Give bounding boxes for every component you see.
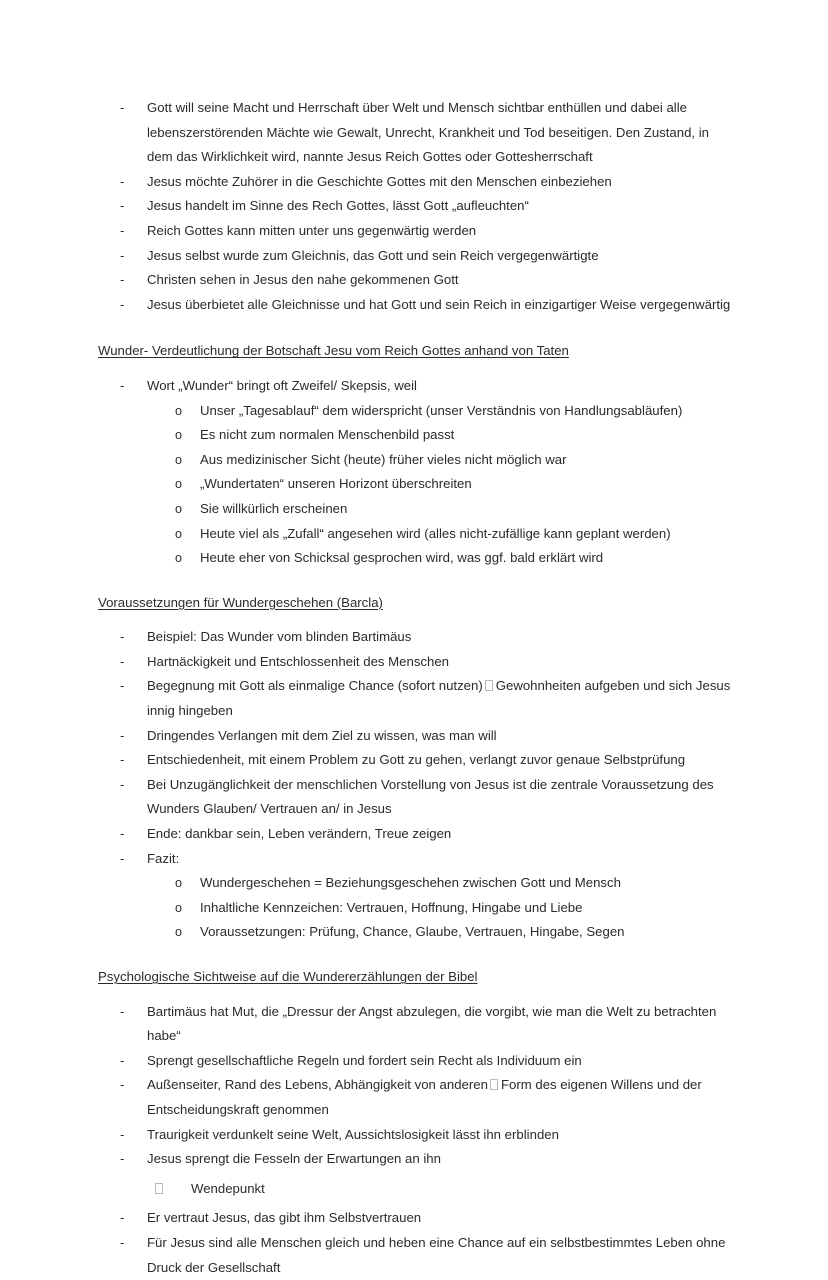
list-item: [98, 96, 732, 170]
section-heading-wrapper-psychologisch: [98, 965, 732, 990]
list-item: [98, 219, 732, 244]
dash-bullet-icon: -: [120, 727, 125, 743]
list-item: [98, 170, 732, 195]
list-item-text: Bartimäus hat Mut, die „Dressur der Angst abzulegen, die vorgibt, wie man die Welt zu betrachten habe“: [147, 1003, 717, 1044]
section-heading-wrapper-voraussetzungen: [98, 591, 732, 616]
list-item-text: [147, 1073, 732, 1122]
intro-list: [98, 96, 732, 317]
dash-bullet-icon: -: [120, 1126, 125, 1142]
list-item-text: Jesus sprengt die Fesseln der Erwartungen an ihn: [147, 1151, 441, 1167]
circle-bullet-icon: o: [175, 501, 183, 516]
list-item: [98, 773, 732, 822]
circle-bullet-icon: o: [175, 925, 183, 940]
list-item-text: Bei Unzugänglichkeit der menschlichen Vorstellung von Jesus ist die zentrale Voraussetzung des Wunders Glauben/ Vertrauen an/ in Jesus: [147, 776, 714, 817]
dash-bullet-icon: -: [120, 826, 125, 842]
dash-bullet-icon: -: [120, 629, 125, 645]
circle-bullet-icon: o: [175, 428, 183, 443]
list-item-text: [147, 674, 732, 723]
list-item: [98, 748, 732, 773]
list-item-text: Wort „Wunder“ bringt oft Zweifel/ Skepsis, weil: [147, 377, 417, 393]
section-heading-wrapper-wunder: [98, 339, 732, 364]
dash-bullet-icon: -: [120, 1077, 125, 1093]
list-item-text: „Wundertaten“ unseren Horizont überschreiten: [200, 476, 472, 492]
circle-bullet-icon: o: [175, 403, 183, 418]
list-item: [98, 1206, 732, 1231]
list-item-text: Für Jesus sind alle Menschen gleich und heben eine Chance auf ein selbstbestimmtes Leben ohne Druck der Gesellschaft: [147, 1234, 726, 1275]
dash-bullet-icon: -: [120, 752, 125, 768]
dash-bullet-icon: -: [120, 1052, 125, 1068]
missing-glyph-arrow-icon: [490, 1079, 498, 1090]
list-item-text: Jesus selbst wurde zum Gleichnis, das Gott und sein Reich vergegenwärtigte: [147, 247, 599, 263]
circle-bullet-icon: o: [175, 477, 183, 492]
dash-bullet-icon: -: [120, 1003, 125, 1019]
dash-bullet-icon: -: [120, 678, 125, 694]
list-item: [98, 497, 732, 522]
missing-glyph-arrow-icon: [485, 680, 493, 691]
list-item: [98, 1231, 732, 1280]
dash-bullet-icon: -: [120, 247, 125, 263]
list-item: [98, 448, 732, 473]
circle-bullet-icon: o: [175, 900, 183, 915]
list-item-text: Es nicht zum normalen Menschenbild passt: [200, 427, 455, 443]
section-heading-wunder: Wunder- Verdeutlichung der Botschaft Jesu vom Reich Gottes anhand von Taten: [98, 343, 569, 359]
list-item: [98, 625, 732, 650]
list-item-text-before: Außenseiter, Rand des Lebens, Abhängigkeit von anderen: [147, 1077, 488, 1093]
circle-bullet-icon: o: [175, 876, 183, 891]
list-item: [98, 472, 732, 497]
list-item-text: Traurigkeit verdunkelt seine Welt, Aussichtslosigkeit lässt ihn erblinden: [147, 1126, 559, 1142]
list-item-text: Voraussetzungen: Prüfung, Chance, Glaube, Vertrauen, Hingabe, Segen: [200, 924, 625, 940]
list-item-fazit: [98, 847, 732, 872]
list-item: [98, 399, 732, 424]
list-item: [98, 194, 732, 219]
missing-glyph-box-icon: [155, 1183, 163, 1194]
wunder-list: [98, 374, 732, 571]
list-item-text: Hartnäckigkeit und Entschlossenheit des Menschen: [147, 653, 450, 669]
voraussetzungen-list: [98, 625, 732, 945]
dash-bullet-icon: -: [120, 1151, 125, 1167]
list-item: [98, 244, 732, 269]
section-heading-voraussetzungen: Voraussetzungen für Wundergeschehen (Barcla): [98, 594, 383, 610]
list-item: [98, 650, 732, 675]
dash-bullet-icon: -: [120, 100, 125, 115]
list-item-text: Reich Gottes kann mitten unter uns gegenwärtig werden: [147, 222, 477, 238]
section-heading-psychologisch: Psychologische Sichtweise auf die Wundererzählungen der Bibel: [98, 969, 478, 984]
dash-bullet-icon: -: [120, 198, 125, 214]
dash-bullet-icon: -: [120, 1210, 125, 1226]
list-item: [98, 522, 732, 547]
list-item-text: Er vertraut Jesus, das gibt ihm Selbstvertrauen: [147, 1210, 422, 1226]
psychologisch-list: [98, 1000, 732, 1280]
list-item: [98, 1049, 732, 1074]
list-item: [98, 374, 732, 399]
list-item: [98, 1147, 732, 1172]
list-item: [98, 1073, 732, 1122]
list-item-text: Jesus überbietet alle Gleichnisse und hat Gott und sein Reich in einzigartiger Weise vergegenwärtig: [147, 296, 731, 312]
list-item-text: Heute viel als „Zufall“ angesehen wird (alles nicht-zufällige kann geplant werden): [200, 525, 671, 541]
list-item-text: Gott will seine Macht und Herrschaft über Welt und Mensch sichtbar enthüllen und dabei alle lebenszerstörenden Mächte wie Gewalt, Unrecht, Krankheit und Tod beseitigen. Den Zustand, in dem das Wirklichkeit wird, nannte Jesus Reich Gottes oder Gottesherrschaft: [147, 100, 710, 165]
list-item: [98, 546, 732, 571]
list-item: [98, 920, 732, 945]
list-item-text: Beispiel: Das Wunder vom blinden Bartimäus: [147, 629, 412, 645]
list-item: [98, 822, 732, 847]
list-item-text-after: Form des eigenen Willens und der Entscheidungskraft genommen: [147, 1077, 702, 1117]
list-item-text: Heute eher von Schicksal gesprochen wird, was ggf. bald erklärt wird: [200, 550, 604, 566]
list-item-text: Aus medizinischer Sicht (heute) früher vieles nicht möglich war: [200, 451, 567, 467]
list-item: [98, 896, 732, 921]
list-item-text-before: Begegnung mit Gott als einmalige Chance (sofort nutzen): [147, 678, 483, 694]
list-item: [98, 293, 732, 318]
dash-bullet-icon: -: [120, 850, 125, 866]
list-item-text: Jesus möchte Zuhörer in die Geschichte Gottes mit den Menschen einbeziehen: [147, 173, 612, 189]
circle-bullet-icon: o: [175, 551, 183, 566]
list-item-text: Dringendes Verlangen mit dem Ziel zu wissen, was man will: [147, 727, 497, 743]
dash-bullet-icon: -: [120, 173, 125, 189]
list-item: [98, 724, 732, 749]
list-item-wendepunkt: [98, 1177, 732, 1202]
dash-bullet-icon: -: [120, 377, 125, 393]
list-item: [98, 423, 732, 448]
document-body: [98, 96, 732, 1280]
list-item-text-after: Gewohnheiten aufgeben und sich Jesus innig hingeben: [147, 678, 731, 719]
circle-bullet-icon: o: [175, 526, 183, 541]
list-item-text: Jesus handelt im Sinne des Rech Gottes, lässt Gott „aufleuchten“: [147, 198, 529, 214]
dash-bullet-icon: -: [120, 222, 125, 238]
dash-bullet-icon: -: [120, 776, 125, 792]
list-item: [98, 871, 732, 896]
list-item-text: Wendepunkt: [191, 1180, 265, 1196]
list-item-text: Fazit:: [147, 850, 180, 866]
list-item-text: Christen sehen in Jesus den nahe gekommenen Gott: [147, 272, 459, 288]
list-item-text: Inhaltliche Kennzeichen: Vertrauen, Hoffnung, Hingabe und Liebe: [200, 899, 583, 915]
dash-bullet-icon: -: [120, 296, 125, 312]
dash-bullet-icon: -: [120, 272, 125, 288]
dash-bullet-icon: -: [120, 653, 125, 669]
missing-glyph-arrow-bullet-icon: [155, 1177, 163, 1202]
list-item-text: Wundergeschehen = Beziehungsgeschehen zwischen Gott und Mensch: [200, 875, 621, 891]
list-item: [98, 268, 732, 293]
dash-bullet-icon: -: [120, 1234, 125, 1250]
list-item: [98, 1000, 732, 1049]
circle-bullet-icon: o: [175, 452, 183, 467]
list-item-text: Unser „Tagesablauf“ dem widerspricht (unser Verständnis von Handlungsabläufen): [200, 402, 683, 418]
list-item-text: Sie willkürlich erscheinen: [200, 500, 348, 516]
list-item: [98, 1123, 732, 1148]
list-item: [98, 674, 732, 723]
list-item-text: Ende: dankbar sein, Leben verändern, Treue zeigen: [147, 826, 452, 842]
list-item-text: Entschiedenheit, mit einem Problem zu Gott zu gehen, verlangt zuvor genaue Selbstprüfung: [147, 752, 686, 768]
list-item-text: Sprengt gesellschaftliche Regeln und fordert sein Recht als Individuum ein: [147, 1052, 582, 1068]
